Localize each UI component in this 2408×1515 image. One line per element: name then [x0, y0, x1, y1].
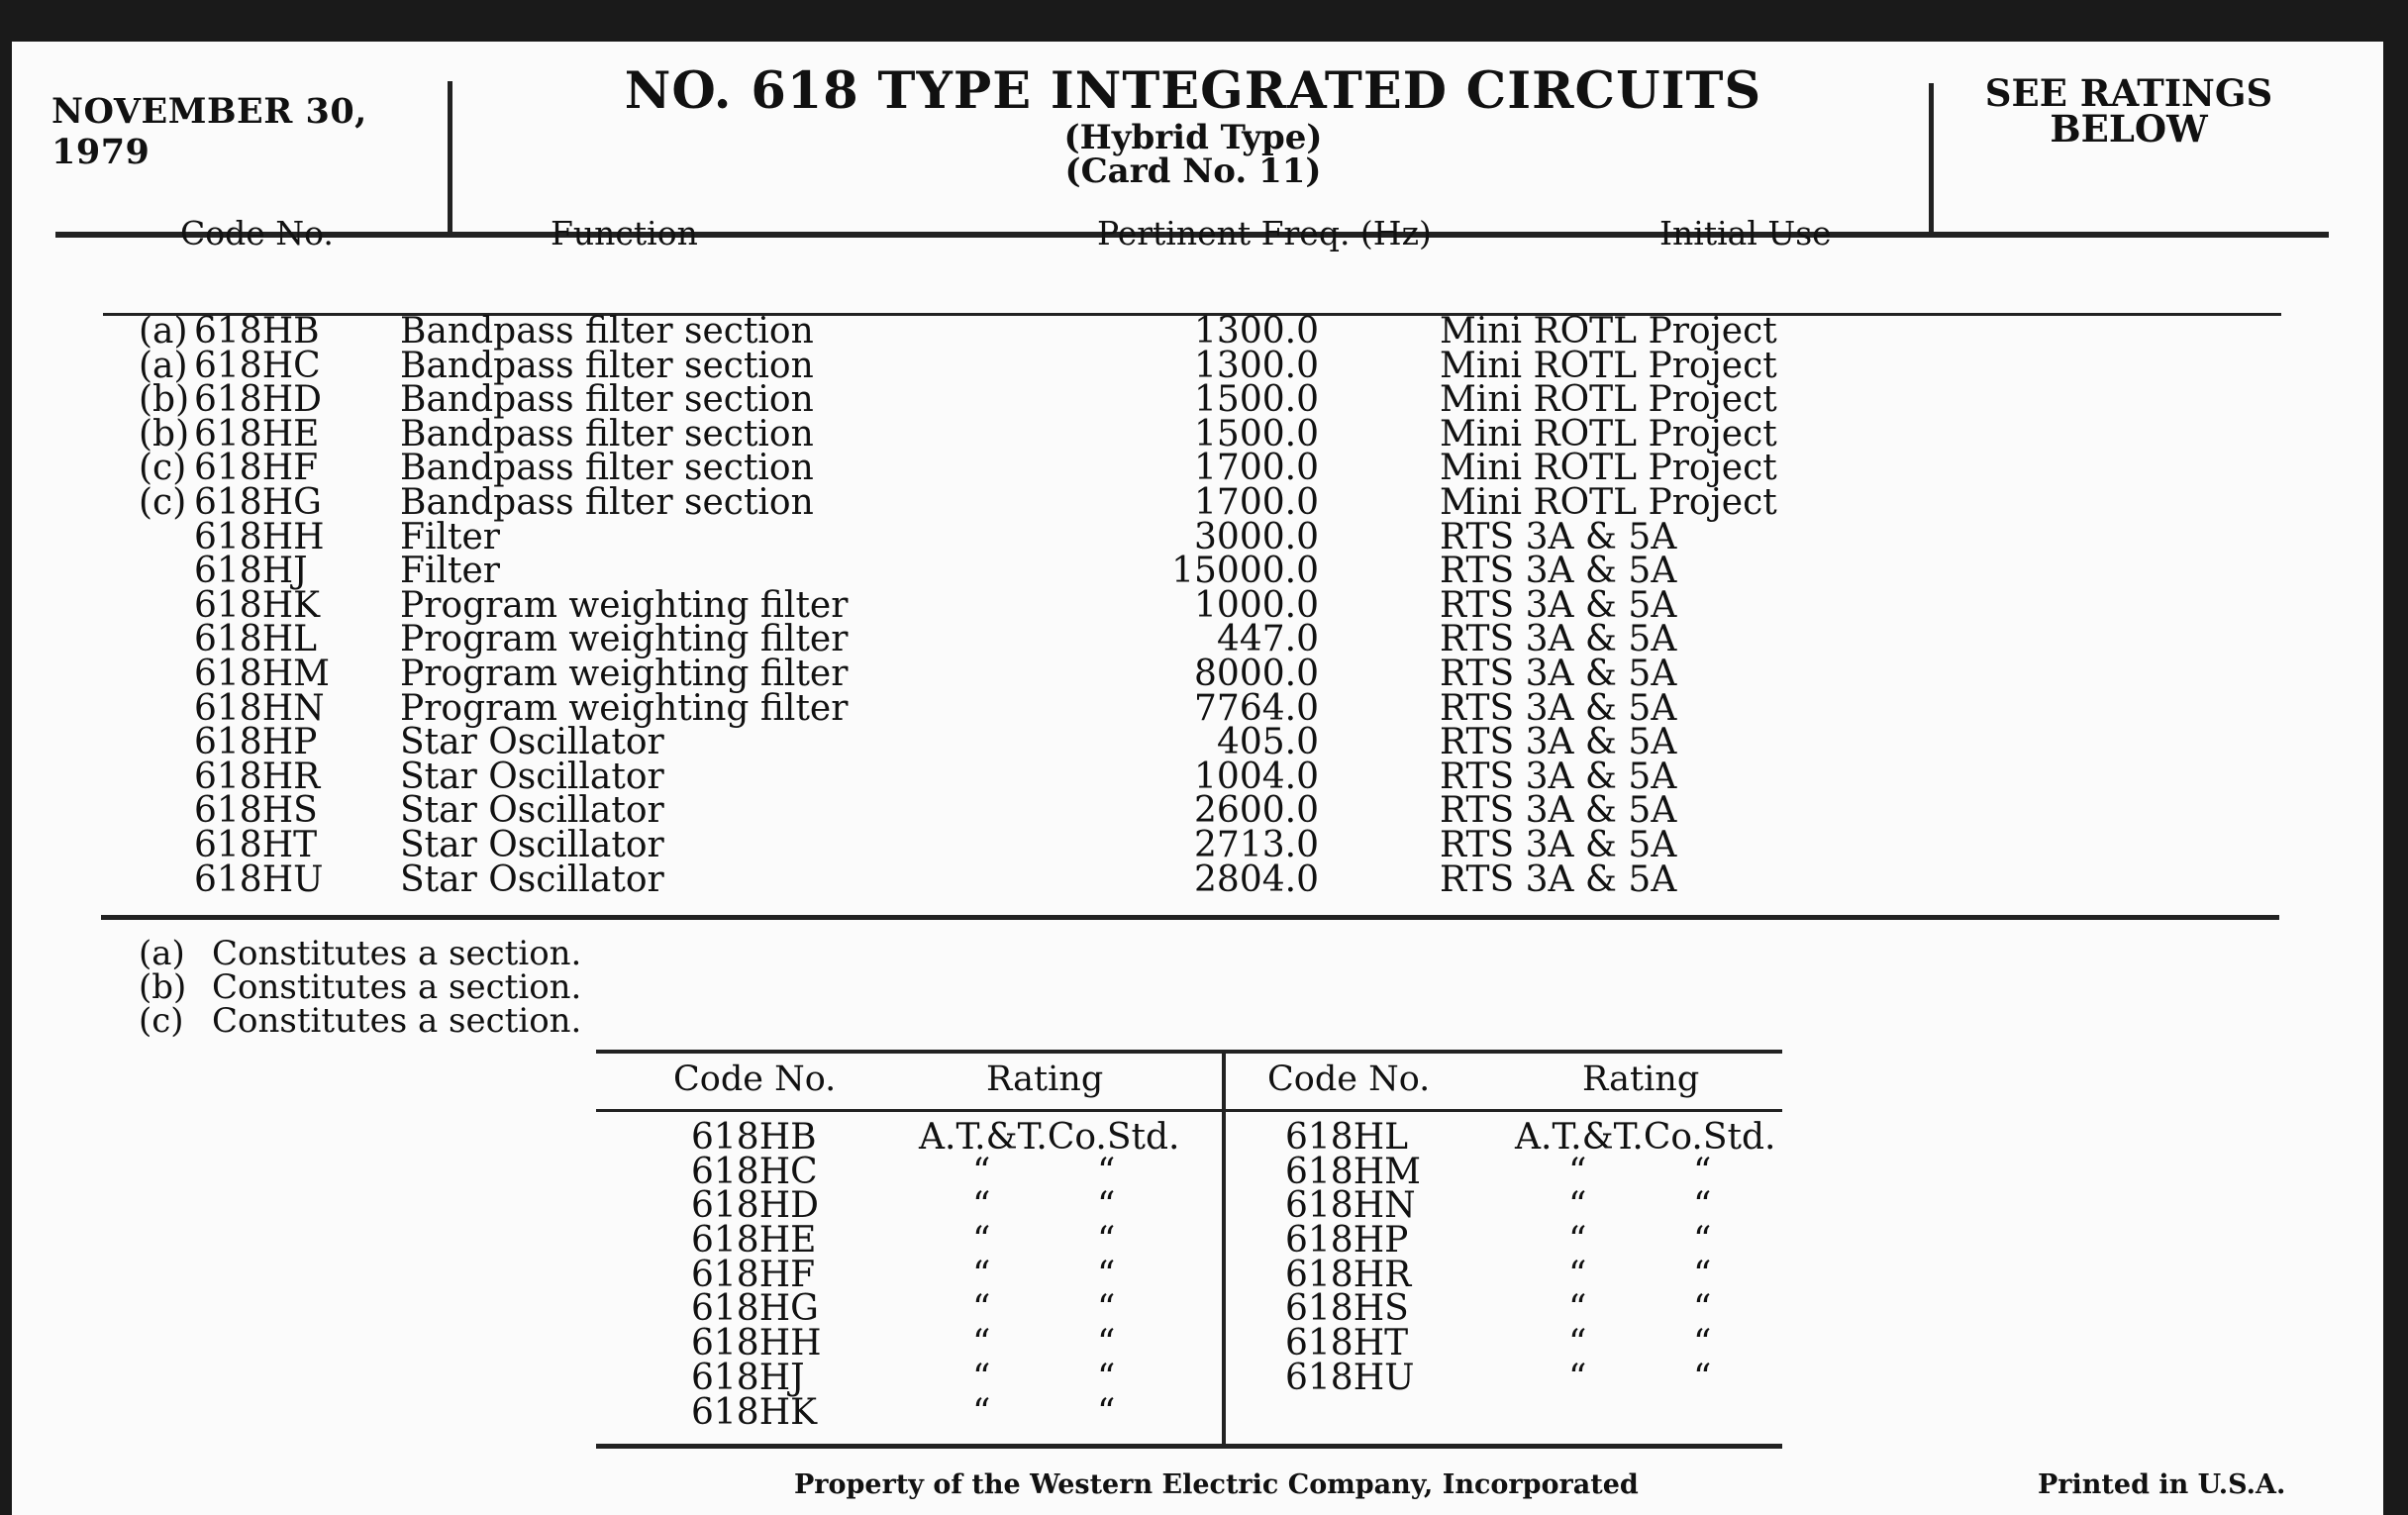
footnote-text: Constitutes a section.	[212, 967, 582, 1007]
ditto-mark: “	[1693, 1254, 1712, 1295]
row-code: 618HB	[194, 311, 320, 352]
row-function: Star Oscillator	[400, 858, 664, 900]
row-function: Filter	[400, 551, 500, 592]
row-use: RTS 3A & 5A	[1440, 584, 1677, 626]
rating-code: 618HL	[1285, 1117, 1409, 1158]
rating-code: 618HR	[1285, 1254, 1412, 1295]
row-function: Star Oscillator	[400, 790, 664, 832]
row-code: 618HU	[194, 858, 324, 900]
footnote-mark: (a)	[139, 934, 185, 973]
row-prefix	[139, 657, 194, 692]
row-use: RTS 3A & 5A	[1440, 687, 1677, 729]
table-bottom-rule	[101, 915, 2279, 920]
row-freq: 1300.0	[1194, 345, 1319, 386]
row-use: Mini ROTL Project	[1440, 413, 1777, 454]
ditto-mark: “	[1097, 1323, 1116, 1364]
ditto-mark: “	[972, 1254, 991, 1295]
row-code: 618HH	[194, 516, 325, 557]
issue-date: NOVEMBER 30, 1979	[51, 91, 367, 172]
rating-value: A.T.&T.Co.Std.	[919, 1117, 1180, 1158]
ratings-header-rating-left: Rating	[986, 1060, 1104, 1099]
row-freq: 405.0	[1216, 722, 1319, 763]
ditto-mark: “	[1693, 1151, 1712, 1192]
ditto-mark: “	[1568, 1323, 1587, 1364]
rating-code: 618HU	[1285, 1357, 1415, 1398]
row-use: RTS 3A & 5A	[1440, 722, 1677, 763]
header-divider-right	[1929, 83, 1934, 234]
row-prefix	[139, 794, 194, 829]
rating-code: 618HP	[1285, 1220, 1409, 1262]
rating-code: 618HF	[691, 1254, 816, 1295]
rating-code: 618HG	[691, 1288, 819, 1330]
rating-ditto-row	[1515, 1357, 1772, 1398]
row-prefix	[139, 555, 194, 589]
row-code: 618HE	[194, 413, 320, 454]
row-prefix: (a)	[139, 311, 188, 352]
footnote-text: Constitutes a section.	[212, 934, 582, 973]
rating-code: 618HS	[1285, 1288, 1409, 1330]
row-use: Mini ROTL Project	[1440, 311, 1777, 352]
row-code: 618HS	[194, 790, 318, 832]
row-freq: 1500.0	[1194, 379, 1319, 421]
ditto-mark: “	[1568, 1357, 1587, 1398]
rating-ditto-row	[919, 1288, 1176, 1330]
row-prefix	[139, 760, 194, 795]
row-code: 618HJ	[194, 551, 308, 592]
ditto-mark: “	[972, 1220, 991, 1262]
rating-ditto-row	[919, 1323, 1176, 1364]
row-freq: 2713.0	[1194, 824, 1319, 865]
ditto-mark: “	[1693, 1185, 1712, 1227]
ditto-mark: “	[972, 1323, 991, 1364]
ditto-mark: “	[1097, 1151, 1116, 1192]
row-function: Bandpass filter section	[400, 448, 814, 489]
rating-ditto-row	[1515, 1323, 1772, 1364]
row-use: Mini ROTL Project	[1440, 345, 1777, 386]
ditto-mark: “	[972, 1185, 991, 1227]
column-code	[194, 311, 392, 900]
ditto-mark: “	[1097, 1254, 1116, 1295]
ratings-top-rule	[596, 1050, 1782, 1054]
rating-ditto-row	[1515, 1254, 1772, 1295]
row-prefix	[139, 589, 194, 624]
column-function	[400, 311, 1093, 900]
rating-code: 618HK	[691, 1391, 818, 1433]
row-function: Bandpass filter section	[400, 345, 814, 386]
rating-ditto-row	[1515, 1220, 1772, 1262]
page-title-block	[455, 61, 1931, 191]
rating-ditto-row	[919, 1357, 1176, 1398]
row-prefix	[139, 692, 194, 727]
row-code: 618HD	[194, 379, 322, 421]
column-freq	[1089, 311, 1319, 900]
ratings-header-code-right: Code No.	[1267, 1060, 1431, 1099]
footer-printed: Printed in U.S.A.	[2038, 1469, 2286, 1500]
row-prefix	[139, 863, 194, 898]
col-header-use: Initial Use	[1659, 214, 1832, 252]
ditto-mark: “	[1568, 1220, 1587, 1262]
rating-code: 618HB	[691, 1117, 817, 1158]
row-code: 618HK	[194, 584, 321, 626]
rating-ditto-row	[919, 1151, 1176, 1192]
ditto-mark: “	[1568, 1185, 1587, 1227]
ratings-header-rating-right: Rating	[1582, 1060, 1700, 1099]
rating-code: 618HT	[1285, 1323, 1409, 1364]
row-freq: 1700.0	[1194, 448, 1319, 489]
row-freq: 8000.0	[1194, 653, 1319, 694]
row-prefix: (c)	[139, 481, 187, 523]
col-header-code: Code No.	[180, 214, 334, 252]
ratings-right-values	[1515, 1117, 1776, 1398]
row-freq: 15000.0	[1171, 551, 1319, 592]
row-use: RTS 3A & 5A	[1440, 790, 1677, 832]
row-code: 618HF	[194, 448, 319, 489]
footnote-mark: (c)	[139, 1001, 184, 1041]
column-use	[1440, 311, 2034, 900]
row-code: 618HT	[194, 824, 318, 865]
rating-code: 618HE	[691, 1220, 817, 1262]
ratings-left-codes	[691, 1117, 889, 1433]
col-header-freq: Pertinent Freq. (Hz)	[1097, 214, 1432, 252]
row-code: 618HP	[194, 722, 318, 763]
rating-code: 618HC	[691, 1151, 818, 1192]
row-code: 618HM	[194, 653, 330, 694]
footnote-text: Constitutes a section.	[212, 1001, 582, 1041]
row-freq: 3000.0	[1194, 516, 1319, 557]
row-freq: 1700.0	[1194, 481, 1319, 523]
row-use: RTS 3A & 5A	[1440, 551, 1677, 592]
row-function: Star Oscillator	[400, 722, 664, 763]
row-code: 618HN	[194, 687, 325, 729]
row-function: Star Oscillator	[400, 756, 664, 797]
rating-code: 618HM	[1285, 1151, 1421, 1192]
ratings-bottom-rule	[596, 1444, 1782, 1449]
row-function: Bandpass filter section	[400, 481, 814, 523]
row-freq: 2600.0	[1194, 790, 1319, 832]
ditto-mark: “	[1568, 1288, 1587, 1330]
ditto-mark: “	[1097, 1357, 1116, 1398]
ditto-mark: “	[972, 1391, 991, 1433]
row-function: Bandpass filter section	[400, 413, 814, 454]
row-use: Mini ROTL Project	[1440, 379, 1777, 421]
row-prefix: (b)	[139, 413, 190, 454]
row-use: Mini ROTL Project	[1440, 481, 1777, 523]
ratings-note	[1941, 71, 2317, 151]
rating-ditto-row	[1515, 1288, 1772, 1330]
row-function: Program weighting filter	[400, 584, 849, 626]
row-code: 618HC	[194, 345, 321, 386]
row-function: Program weighting filter	[400, 653, 849, 694]
row-freq: 1500.0	[1194, 413, 1319, 454]
row-prefix: (a)	[139, 345, 188, 386]
row-freq: 7764.0	[1194, 687, 1319, 729]
rating-ditto-row	[919, 1185, 1176, 1227]
ditto-mark: “	[972, 1357, 991, 1398]
page-title: NO. 618 TYPE INTEGRATED CIRCUITS	[624, 61, 1762, 121]
row-code: 618HR	[194, 756, 321, 797]
row-function: Star Oscillator	[400, 824, 664, 865]
rating-code: 618HH	[691, 1323, 822, 1364]
rating-ditto-row	[919, 1391, 1176, 1433]
header-divider-left	[448, 81, 452, 232]
row-function: Bandpass filter section	[400, 379, 814, 421]
ditto-mark: “	[1693, 1323, 1712, 1364]
row-use: RTS 3A & 5A	[1440, 653, 1677, 694]
page-subtitle-card: (Card No. 11)	[1064, 152, 1322, 191]
row-function: Program weighting filter	[400, 687, 849, 729]
ditto-mark: “	[1693, 1288, 1712, 1330]
rating-ditto-row	[1515, 1151, 1772, 1192]
row-prefix	[139, 521, 194, 556]
ditto-mark: “	[1568, 1254, 1587, 1295]
row-use: RTS 3A & 5A	[1440, 858, 1677, 900]
ditto-mark: “	[1097, 1288, 1116, 1330]
ditto-mark: “	[1097, 1220, 1116, 1262]
row-freq: 2804.0	[1194, 858, 1319, 900]
rating-value: A.T.&T.Co.Std.	[1515, 1117, 1776, 1158]
row-prefix: (b)	[139, 379, 190, 421]
ditto-mark: “	[1097, 1391, 1116, 1433]
row-use: RTS 3A & 5A	[1440, 824, 1677, 865]
row-function: Bandpass filter section	[400, 311, 814, 352]
ratings-header-code-left: Code No.	[673, 1060, 837, 1099]
ditto-mark: “	[1693, 1357, 1712, 1398]
rating-ditto-row	[919, 1220, 1176, 1262]
row-freq: 447.0	[1216, 619, 1319, 660]
ratings-left-values	[919, 1117, 1180, 1433]
row-code: 618HG	[194, 481, 322, 523]
ditto-mark: “	[972, 1151, 991, 1192]
row-freq: 1000.0	[1194, 584, 1319, 626]
row-prefix	[139, 726, 194, 760]
row-prefix: (c)	[139, 448, 187, 489]
page-subtitle-type: (Hybrid Type)	[1063, 118, 1323, 157]
ratings-note-line2: BELOW	[2050, 107, 2208, 151]
ditto-mark: “	[1097, 1185, 1116, 1227]
ratings-right-codes	[1285, 1117, 1483, 1398]
column-prefix	[139, 311, 194, 897]
row-prefix	[139, 623, 194, 657]
row-code: 618HL	[194, 619, 318, 660]
ditto-mark: “	[1568, 1151, 1587, 1192]
row-function: Filter	[400, 516, 500, 557]
ditto-mark: “	[972, 1288, 991, 1330]
footer-property: Property of the Western Electric Company, Incorporated	[794, 1469, 1639, 1500]
rating-code: 618HJ	[691, 1357, 805, 1398]
row-prefix	[139, 829, 194, 863]
row-use: RTS 3A & 5A	[1440, 619, 1677, 660]
ratings-note-line1: SEE RATINGS	[1984, 71, 2273, 115]
row-function: Program weighting filter	[400, 619, 849, 660]
row-freq: 1004.0	[1194, 756, 1319, 797]
ditto-mark: “	[1693, 1220, 1712, 1262]
row-use: RTS 3A & 5A	[1440, 516, 1677, 557]
row-use: RTS 3A & 5A	[1440, 756, 1677, 797]
row-freq: 1300.0	[1194, 311, 1319, 352]
col-header-function: Function	[551, 214, 698, 252]
rating-ditto-row	[919, 1254, 1176, 1295]
footnote-mark: (b)	[139, 967, 187, 1007]
ratings-header-rule	[596, 1109, 1782, 1112]
row-use: Mini ROTL Project	[1440, 448, 1777, 489]
rating-code: 618HD	[691, 1185, 819, 1227]
rating-ditto-row	[1515, 1185, 1772, 1227]
rating-code: 618HN	[1285, 1185, 1416, 1227]
